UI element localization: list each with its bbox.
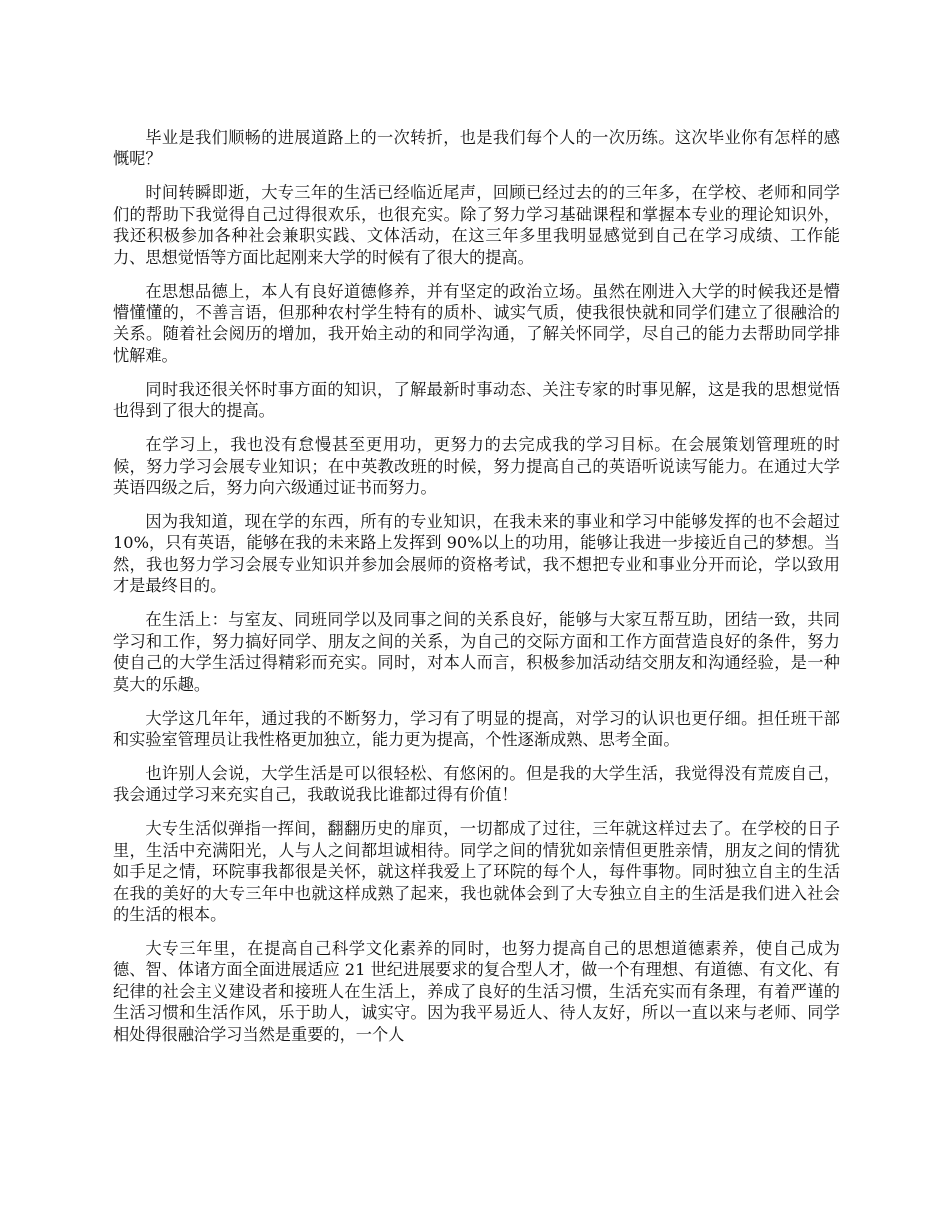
paragraph-1: 毕业是我们顺畅的进展道路上的一次转折，也是我们每个人的一次历练。这次毕业你有怎样的感慨呢？ [113,128,840,169]
paragraph-2: 时间转瞬即逝，大专三年的生活已经临近尾声，回顾已经过去的的三年多，在学校、老师和同学们的帮助下我觉得自己过得很欢乐，也很充实。除了努力学习基础课程和掌握本专业的理论知识外，我还积极参加各种社会兼职实践、文体活动，在这三年多里我明显感觉到自己在学习成绩、工作能力、思想觉悟等方面比起刚来大学的时候有了很大的提高。 [113,183,840,267]
paragraph-7: 在生活上：与室友、同班同学以及同事之间的关系良好，能够与大家互帮互助，团结一致，共同学习和工作，努力搞好同学、朋友之间的关系，为自己的交际方面和工作方面营造良好的条件，努力使自己的大学生活过得精彩而充实。同时，对本人而言，积极参加活动结交朋友和沟通经验，是一种莫大的乐趣。 [113,610,840,694]
paragraph-4: 同时我还很关怀时事方面的知识，了解最新时事动态、关注专家的时事见解，这是我的思想觉悟也得到了很大的提高。 [113,379,840,421]
document-body [113,127,840,1058]
paragraph-3: 在思想品德上，本人有良好道德修养，并有坚定的政治立场。虽然在刚进入大学的时候我还是懵懵懂懂的，不善言语，但那种农村学生特有的质朴、诚实气质，使我很快就和同学们建立了很融洽的关系。随着社会阅历的增加，我开始主动的和同学沟通，了解关怀同学，尽自己的能力去帮助同学排忧解难。 [113,281,840,365]
paragraph-8: 大学这几年年，通过我的不断努力，学习有了明显的提高，对学习的认识也更仔细。担任班干部和实验室管理员让我性格更加独立，能力更为提高，个性逐渐成熟、思考全面。 [113,708,840,749]
paragraph-9: 也许别人会说，大学生活是可以很轻松、有悠闲的。但是我的大学生活，我觉得没有荒废自己，我会通过学习来充实自己，我敢说我比谁都过得有价值！ [113,763,840,805]
paragraph-6: 因为我知道，现在学的东西，所有的专业知识，在我未来的事业和学习中能够发挥的也不会超过 10%，只有英语，能够在我的未来路上发挥到 90%以上的功用，能够让我进一步接近自己的梦想。当然，我也努力学习会展专业知识并参加会展师的资格考试，我不想把专业和事业分开而论，学以致用才是最终目的。 [113,512,840,596]
paragraph-10: 大专生活似弹指一挥间，翻翻历史的扉页，一切都成了过往，三年就这样过去了。在学校的日子里，生活中充满阳光，人与人之间都坦诚相待。同学之间的情犹如亲情但更胜亲情，朋友之间的情犹如手足之情，环院事我都很是关怀，就这样我爱上了环院的每个人，每件事物。同时独立自主的生活在我的美好的大专三年中也就这样成熟了起来，我也就体会到了大专独立自主的生活是我们进入社会的生活的根本。 [113,819,840,924]
paragraph-11: 大专三年里，在提高自己科学文化素养的同时，也努力提高自己的思想道德素养，使自己成为德、智、体诸方面全面进展适应 21 世纪进展要求的复合型人才，做一个有理想、有道德、有文化、有纪律的社会主义建设者和接班人在生活上，养成了良好的生活习惯，生活充实而有条理，有着严谨的生活习惯和生活作风，乐于助人，诚实守。因为我平易近人、待人友好，所以一直以来与老师、同学相处得很融洽学习当然是重要的，一个人 [113,938,840,1044]
paragraph-5: 在学习上，我也没有怠慢甚至更用功，更努力的去完成我的学习目标。在会展策划管理班的时候，努力学习会展专业知识；在中英教改班的时候，努力提高自己的英语听说读写能力。在通过大学英语四级之后，努力向六级通过证书而努力。 [113,435,840,498]
